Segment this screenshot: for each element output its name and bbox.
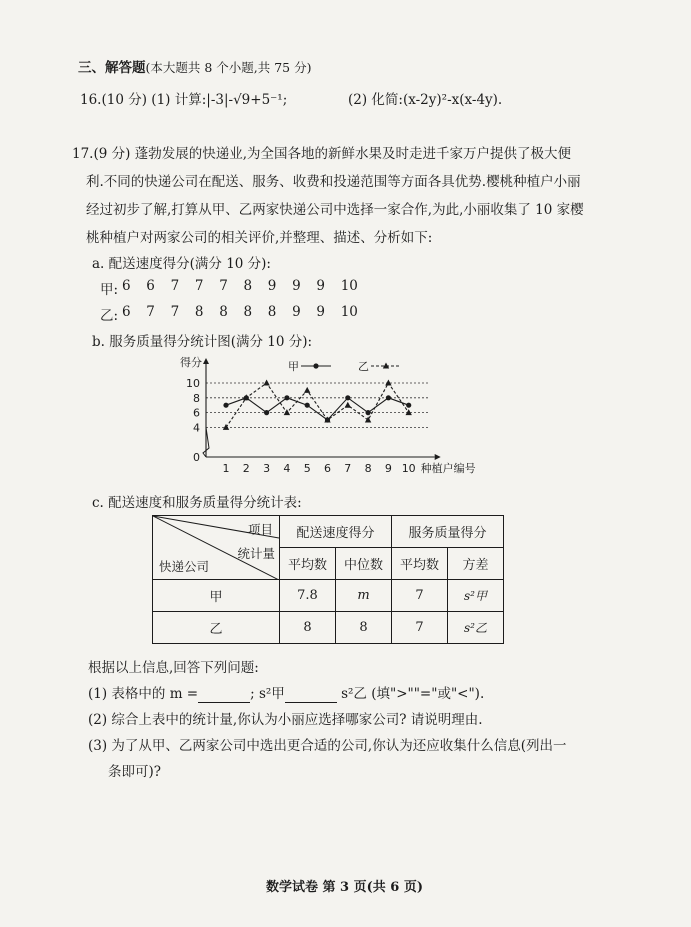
legend-label-1: 甲 bbox=[288, 360, 299, 373]
row-yi-name: 乙 bbox=[153, 612, 280, 644]
series-line-2 bbox=[226, 383, 409, 427]
x-axis-label: 种植户编号 bbox=[420, 462, 476, 475]
series-1-point-7 bbox=[345, 395, 350, 400]
yi-speed-row bbox=[100, 304, 118, 324]
yi-speed-scores bbox=[122, 304, 372, 324]
jia-score-5: 7 bbox=[219, 278, 228, 294]
series-2-point-1 bbox=[223, 424, 229, 430]
question-2: (2) 综合上表中的统计量,你认为小丽应选择哪家公司? 请说明理由. bbox=[88, 712, 483, 728]
section-heading bbox=[78, 56, 311, 76]
part-b-label: b. 服务质量得分统计图(满分 10 分): bbox=[92, 334, 313, 350]
q17-line-1 bbox=[72, 142, 571, 162]
jia-score-7: 9 bbox=[267, 278, 277, 294]
q16-part2 bbox=[348, 88, 502, 108]
x-tick-label-7: 7 bbox=[344, 462, 352, 475]
y-axis-label: 得分 bbox=[180, 356, 202, 369]
x-tick-label-10: 10 bbox=[401, 462, 416, 475]
x-tick-label-9: 9 bbox=[384, 462, 392, 475]
variance-compare-blank[interactable] bbox=[285, 686, 337, 703]
chart-lines bbox=[226, 383, 409, 427]
series-2-point-8 bbox=[365, 417, 371, 423]
yi-score-2: 7 bbox=[146, 304, 155, 320]
series-1-point-3 bbox=[264, 410, 269, 415]
jia-score-10: 10 bbox=[340, 278, 358, 294]
table-corner-cell bbox=[153, 516, 280, 580]
jia-score-8: 9 bbox=[292, 278, 301, 294]
x-tick-label-8: 8 bbox=[364, 462, 372, 475]
series-1-point-1 bbox=[223, 403, 228, 408]
series-2-point-5 bbox=[304, 387, 310, 393]
question-1 bbox=[88, 682, 484, 703]
row-yi-mean-speed: 8 bbox=[280, 612, 336, 644]
q1-text-a: (1) 表格中的 m = bbox=[88, 686, 199, 702]
q17-intro-2: 利.不同的快递公司在配送、服务、收费和投递范围等方面各具优势.樱桃种植户小丽 bbox=[86, 174, 581, 190]
yi-score-9: 9 bbox=[316, 304, 325, 320]
series-2-point-3 bbox=[263, 380, 269, 386]
series-1-point-5 bbox=[305, 403, 310, 408]
y-tick-label-4: 4 bbox=[193, 421, 200, 435]
x-tick-label-5: 5 bbox=[303, 462, 311, 475]
jia-score-6: 8 bbox=[243, 278, 253, 294]
yi-score-1: 6 bbox=[122, 304, 131, 320]
section-title: 三、解答题 bbox=[78, 60, 146, 76]
col-mean-service: 平均数 bbox=[392, 548, 448, 580]
question-3-line-2: 条即可)? bbox=[108, 764, 162, 780]
y-tick-label-8: 8 bbox=[193, 391, 200, 405]
q17-number: 17. bbox=[72, 146, 94, 162]
question-16 bbox=[80, 88, 287, 108]
questions-intro: 根据以上信息,回答下列问题: bbox=[88, 660, 259, 676]
y-axis-arrow bbox=[203, 358, 209, 364]
row-yi-variance: s²乙 bbox=[448, 612, 504, 644]
yi-score-7: 8 bbox=[267, 304, 277, 320]
q16-part2-expr: (x-2y)²-x(x-4y). bbox=[402, 92, 503, 108]
x-tick-label-3: 3 bbox=[263, 462, 271, 475]
m-blank[interactable] bbox=[198, 686, 250, 703]
row-jia-name: 甲 bbox=[153, 580, 280, 612]
row-jia-mean-service: 7 bbox=[392, 580, 448, 612]
series-1-point-4 bbox=[284, 395, 289, 400]
jia-speed-scores bbox=[122, 278, 372, 298]
q16-number: 16. bbox=[80, 92, 102, 108]
row-yi-median-speed: 8 bbox=[336, 612, 392, 644]
yi-score-3: 7 bbox=[170, 304, 180, 320]
jia-score-2: 6 bbox=[146, 278, 155, 294]
q17-intro-3: 经过初步了解,打算从甲、乙两家快递公司中选择一家合作,为此,小丽收集了 10 家樱 bbox=[86, 202, 584, 218]
q16-part2-label: (2) 化简: bbox=[348, 92, 403, 108]
col-variance-service: 方差 bbox=[448, 548, 504, 580]
jia-score-1: 6 bbox=[122, 278, 131, 294]
y-tick-label-10: 10 bbox=[186, 377, 200, 390]
y-tick-label-0: 0 bbox=[193, 451, 200, 464]
q17-intro-1: 蓬勃发展的快递业,为全国各地的新鲜水果及时走进千家万户提供了极大便 bbox=[134, 146, 571, 162]
q16-part1-label: (1) 计算: bbox=[151, 92, 207, 108]
legend-marker-1 bbox=[313, 363, 318, 368]
q17-intro-4: 桃种植户对两家公司的相关评价,并整理、描述、分析如下: bbox=[86, 230, 433, 246]
question-3-line-1: (3) 为了从甲、乙两家公司中选出更合适的公司,你认为还应收集什么信息(列出一 bbox=[88, 738, 567, 754]
header-service: 服务质量得分 bbox=[392, 516, 504, 548]
x-axis-arrow bbox=[435, 454, 441, 460]
table-row bbox=[153, 612, 504, 644]
jia-label: 甲: bbox=[100, 282, 119, 298]
x-tick-label-1: 1 bbox=[222, 462, 230, 475]
yi-score-4: 8 bbox=[194, 304, 204, 320]
q1-text-b: ; s²甲 bbox=[250, 686, 285, 702]
corner-company: 快递公司 bbox=[159, 559, 210, 574]
q16-part1-expr: |-3|-√9+5⁻¹; bbox=[206, 92, 288, 108]
q16-score: (10 分) bbox=[101, 92, 147, 108]
x-tick-label-6: 6 bbox=[324, 462, 331, 475]
q1-text-c: s²乙 (填">""="或"<"). bbox=[341, 686, 485, 702]
row-jia-median-speed: m bbox=[336, 580, 392, 612]
jia-score-3: 7 bbox=[170, 278, 180, 294]
stats-table bbox=[152, 515, 504, 644]
series-1-point-9 bbox=[386, 395, 391, 400]
part-a-label: a. 配送速度得分(满分 10 分): bbox=[92, 256, 271, 272]
x-tick-label-2: 2 bbox=[242, 462, 250, 475]
yi-score-5: 8 bbox=[219, 304, 228, 320]
yi-score-6: 8 bbox=[243, 304, 253, 320]
q17-score: (9 分) bbox=[93, 146, 131, 162]
chart-marks bbox=[223, 380, 412, 430]
series-line-1 bbox=[226, 398, 409, 420]
series-1-point-8 bbox=[366, 410, 371, 415]
yi-score-10: 10 bbox=[340, 304, 358, 320]
jia-speed-row bbox=[100, 278, 118, 298]
service-quality-chart bbox=[180, 352, 510, 476]
x-tick-label-4: 4 bbox=[283, 462, 291, 475]
yi-label: 乙: bbox=[100, 308, 119, 324]
col-mean-speed: 平均数 bbox=[280, 548, 336, 580]
row-jia-variance: s²甲 bbox=[448, 580, 504, 612]
section-note: (本大题共 8 个小题,共 75 分) bbox=[145, 60, 312, 75]
series-2-point-9 bbox=[385, 380, 391, 386]
series-1-point-10 bbox=[406, 403, 411, 408]
col-median-speed: 中位数 bbox=[336, 548, 392, 580]
y-tick-label-6: 6 bbox=[193, 406, 200, 420]
legend-label-2: 乙 bbox=[358, 360, 369, 373]
table-row bbox=[153, 580, 504, 612]
chart-grid bbox=[206, 383, 429, 427]
page-footer: 数学试卷 第 3 页(共 6 页) bbox=[266, 880, 424, 895]
jia-score-4: 7 bbox=[194, 278, 204, 294]
corner-item: 项目 bbox=[247, 522, 273, 537]
part-c-label: c. 配送速度和服务质量得分统计表: bbox=[92, 495, 302, 511]
row-yi-mean-service: 7 bbox=[392, 612, 448, 644]
row-jia-mean-speed: 7.8 bbox=[280, 580, 336, 612]
header-speed: 配送速度得分 bbox=[280, 516, 392, 548]
yi-score-8: 9 bbox=[292, 304, 301, 320]
series-2-point-7 bbox=[345, 402, 351, 408]
corner-stat: 统计量 bbox=[237, 546, 275, 561]
jia-score-9: 9 bbox=[316, 278, 325, 294]
